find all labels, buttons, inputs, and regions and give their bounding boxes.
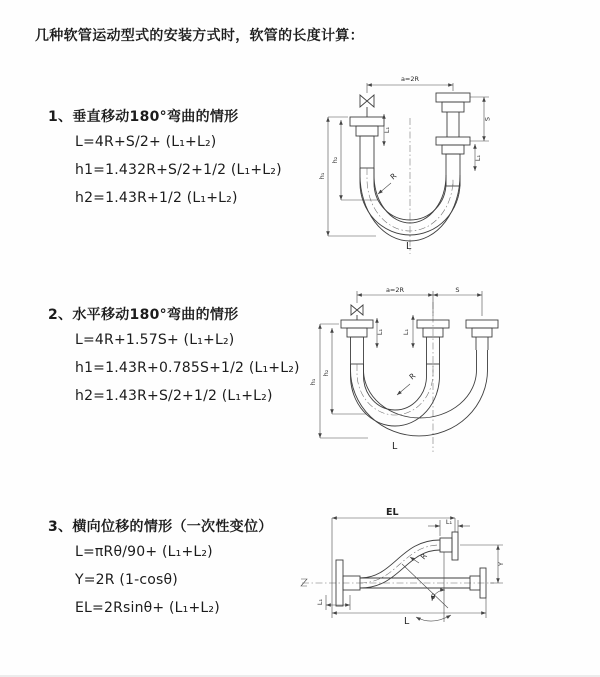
diagram-vertical-180-bend [312, 68, 547, 260]
section-1-formula-h1: h1=1.432R+S/2+1/2 (L₁+L₂) [75, 162, 282, 178]
page-title: 几种软管运动型式的安装方式时，软管的长度计算： [35, 28, 364, 44]
radius-label: R [418, 551, 429, 562]
section-3-formula-EL: EL=2Rsinθ+ (L₁+L₂) [75, 600, 220, 616]
valve-symbol [360, 95, 374, 117]
u-bend-hose [351, 350, 488, 436]
dim-label-l1-left: L₁ [383, 126, 391, 134]
section-3-formula-Y: Y=2R (1-cosθ) [75, 572, 178, 588]
dim-label-h2: h₂ [322, 369, 330, 377]
dim-label-s: S [455, 286, 460, 294]
dim-label-a2r: a=2R [385, 286, 405, 294]
dim-label-l1-right: L₁ [474, 154, 482, 162]
left-flange-fitting [350, 117, 384, 136]
dim-label-a2r: a=2R [400, 75, 420, 83]
left-flange-fitting [341, 320, 373, 337]
section-2-formula-L: L=4R+1.57S+ (L₁+L₂) [75, 332, 235, 348]
dim-label-s: S [483, 116, 492, 122]
section-1-heading: 1、垂直移动180°弯曲的情形 [48, 109, 239, 125]
diagram-lateral-displacement [298, 500, 600, 655]
left-braided-hose-section [360, 136, 374, 168]
section-1-formula-h2: h2=1.43R+1/2 (L₁+L₂) [75, 190, 238, 206]
section-2-formula-h2: h2=1.43R+S/2+1/2 (L₁+L₂) [75, 388, 273, 404]
length-label: L [392, 441, 398, 452]
valve-symbol [351, 305, 363, 320]
right-flange-fitting-upper [436, 93, 470, 137]
section-3-formula-L: L=πRθ/90+ (L₁+L₂) [75, 544, 213, 560]
top-flange-fitting [440, 532, 458, 560]
dim-label-h2: h₂ [331, 156, 339, 164]
radius-label: R [407, 371, 418, 382]
radius-label: R [388, 171, 399, 182]
diagram-horizontal-180-bend [308, 280, 560, 462]
dimension-lines [328, 83, 489, 236]
dim-label-y: Y [497, 562, 505, 566]
left-braided-hose-section [351, 337, 364, 364]
dim-label-l1-left: L₁ [316, 598, 324, 606]
section-2-heading: 2、水平移动180°弯曲的情形 [48, 307, 239, 323]
dimension-lines [320, 291, 482, 438]
dim-label-l1-top: L₁ [445, 518, 453, 526]
section-2-formula-h1: h1=1.43R+0.785S+1/2 (L₁+L₂) [75, 360, 300, 376]
dim-label-l1-mid: L₁ [402, 328, 410, 336]
section-1-formula-L: L=4R+S/2+ (L₁+L₂) [75, 134, 217, 150]
dim-label-l1-left: L₁ [376, 328, 384, 336]
length-label: L [404, 616, 410, 627]
hose-centerline [360, 545, 440, 583]
dim-label-h1: h₁ [318, 172, 326, 180]
centerline-break-mark [301, 579, 307, 586]
right-flange-fitting [466, 320, 498, 350]
dim-label-h1: h₁ [309, 378, 317, 386]
dimension-lines [326, 518, 503, 618]
theta-label: θ [431, 593, 436, 601]
length-label: L [406, 241, 412, 252]
dim-label-el: EL [386, 507, 399, 518]
right-flange-fitting-lower [436, 137, 470, 154]
section-3-heading: 3、横向位移的情形（一次性变位） [48, 519, 273, 535]
